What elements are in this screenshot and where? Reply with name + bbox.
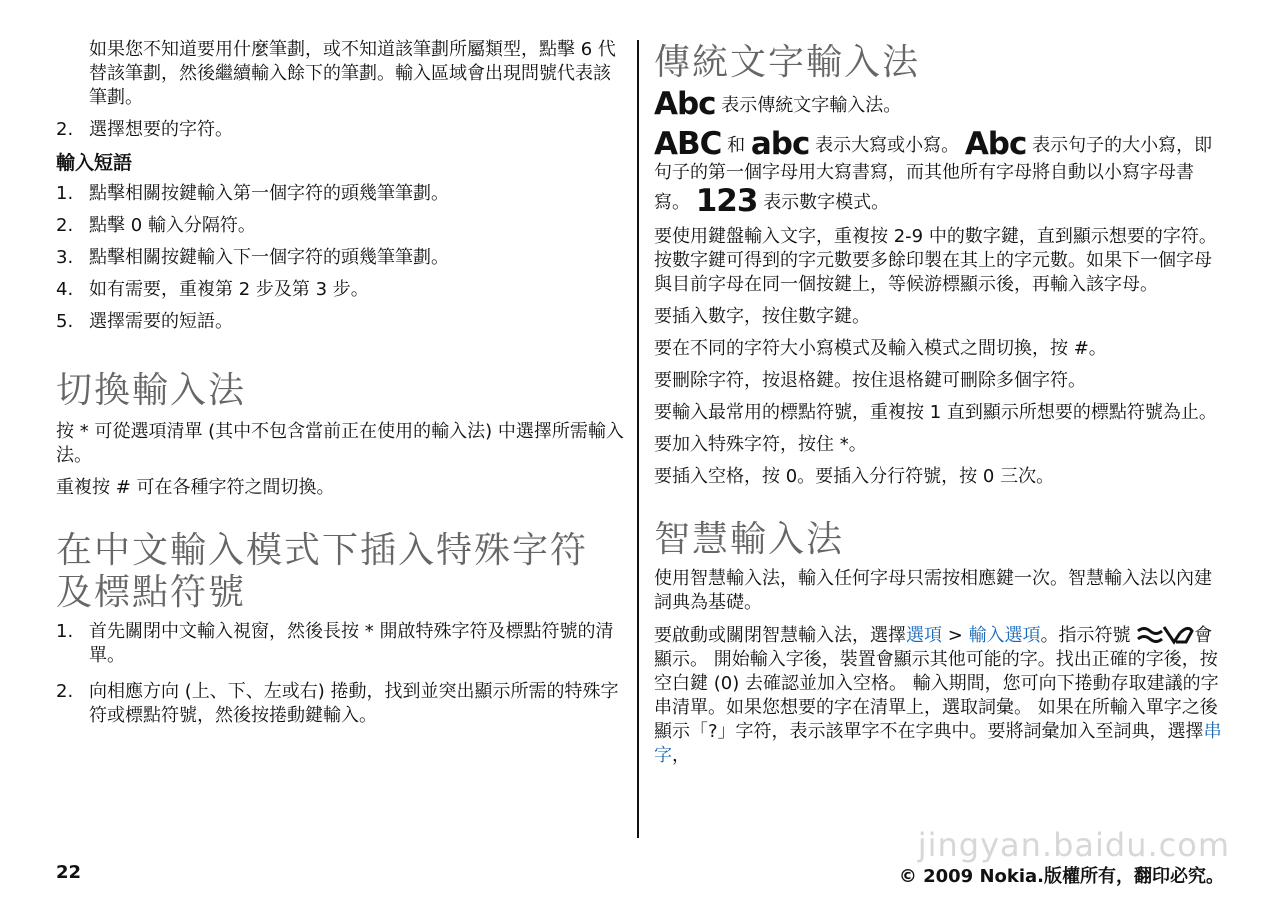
predictive-text: ， <box>672 745 690 766</box>
switch-paragraph-2: 重複按 # 可在各種字符之間切換。 <box>56 477 335 498</box>
switch-paragraph-1: 按 * 可從選項清單 (其中不包含當前正在使用的輸入法) 中選擇所需輸入法。 <box>56 421 624 466</box>
list-number: 1. <box>56 621 74 642</box>
abc-lower-case-icon: abc <box>750 126 810 162</box>
copyright-notice: © 2009 Nokia.版權所有，翻印必究。 <box>898 866 1224 887</box>
list-text: 如有需要，重複第 2 步及第 3 步。 <box>89 279 369 300</box>
list-number: 5. <box>56 311 74 332</box>
list-item <box>56 620 624 668</box>
list-text: 點擊相關按鍵輸入第一個字符的頭幾筆筆劃。 <box>89 183 449 204</box>
page-number: 22 <box>56 862 82 883</box>
spell-link[interactable]: 串字 <box>654 721 1222 766</box>
menu-separator: > <box>947 625 963 646</box>
intro-text: 如果您不知道要用什麼筆劃，或不知道該筆劃所屬類型，點擊 6 代替該筆劃，然後繼續輸入餘下的筆劃。輸入區域會出現問號代表該筆劃。 <box>89 39 616 108</box>
list-item <box>56 246 624 270</box>
right-column <box>654 38 1222 776</box>
abc-sentence-case-icon: Abc <box>654 86 716 122</box>
input-options-link[interactable]: 輸入選項 <box>968 625 1041 646</box>
list-text: 首先關閉中文輸入視窗，然後長按 * 開啟特殊字符及標點符號的清單。 <box>89 621 614 666</box>
and-text: 和 <box>727 135 746 156</box>
list-text: 選擇需要的短語。 <box>89 311 233 332</box>
list-number: 1. <box>56 183 74 204</box>
switch-input-title: 切換輸入法 <box>56 370 247 411</box>
phrase-heading: 輸入短語 <box>56 152 133 174</box>
traditional-text: 表示傳統文字輸入法。 <box>721 95 902 116</box>
traditional-paragraph: 要輸入最常用的標點符號，重複按 1 直到顯示所想要的標點符號為止。 <box>654 402 1217 423</box>
predictive-text: 。指示符號 <box>1040 625 1131 646</box>
list-number: 2. <box>56 119 74 140</box>
predictive-paragraph-1: 使用智慧輸入法，輸入任何字母只需按相應鍵一次。智慧輸入法以內建詞典為基礎。 <box>654 568 1212 613</box>
list-item <box>56 310 624 334</box>
list-number: 3. <box>56 247 74 268</box>
list-text: 點擊 0 輸入分隔符。 <box>89 215 256 236</box>
predictive-text: 要啟動或關閉智慧輸入法，選擇 <box>654 625 906 646</box>
special-chars-title: 在中文輸入模式下插入特殊字符及標點符號 <box>56 530 589 613</box>
traditional-paragraph: 要插入數字，按住數字鍵。 <box>654 306 870 327</box>
list-item <box>56 278 624 302</box>
list-number: 4. <box>56 279 74 300</box>
list-number: 2. <box>56 215 74 236</box>
left-column <box>56 38 624 736</box>
abc-sentence-case-icon: Abc <box>964 126 1027 162</box>
predictive-text-icon <box>1136 623 1194 645</box>
predictive-text: 會顯示。 開始輸入字後，裝置會顯示其他可能的字。找出正確的字後，按空白鍵 (0) 去確認並加入空格。 輸入期間，您可向下捲動存取建議的字串清單。如果您想要的字在清單上，選取詞彙。 如果在所輸入單字之後顯示「?」字符，表示該單字不在字典中。要將詞彙加入至詞典，選擇 <box>654 625 1219 742</box>
number-mode-icon: 123 <box>695 183 758 219</box>
options-link[interactable]: 選項 <box>906 625 942 646</box>
column-divider <box>637 40 639 838</box>
case-text: 表示大寫或小寫。 <box>815 135 960 156</box>
predictive-input-title: 智慧輸入法 <box>654 519 845 560</box>
abc-upper-case-icon: ABC <box>654 126 722 162</box>
traditional-paragraph: 要加入特殊字符，按住 *。 <box>654 434 867 455</box>
traditional-input-title: 傳統文字輸入法 <box>654 42 921 83</box>
watermark: jingyan.baidu.com <box>917 826 1230 864</box>
traditional-paragraph: 要刪除字符，按退格鍵。按住退格鍵可刪除多個字符。 <box>654 370 1086 391</box>
sentence-case-text: 表示句子的大小寫，即句子的第一個字母用大寫書寫，而其他所有字母將自動以小寫字母書寫。 <box>654 135 1213 213</box>
list-text: 向相應方向 (上、下、左或右) 捲動，找到並突出顯示所需的特殊字符或標點符號，然後按捲動鍵輸入。 <box>89 681 619 726</box>
traditional-paragraph-1 <box>654 88 1222 120</box>
number-mode-text: 表示數字模式。 <box>763 192 890 213</box>
predictive-paragraph-2 <box>654 623 1222 768</box>
list-text: 點擊相關按鍵輸入下一個字符的頭幾筆筆劃。 <box>89 247 449 268</box>
list-item <box>56 118 624 142</box>
traditional-paragraph: 要插入空格，按 0。要插入分行符號，按 0 三次。 <box>654 466 1055 487</box>
list-item <box>56 182 624 206</box>
list-item <box>56 680 624 728</box>
traditional-paragraph-2 <box>654 128 1222 217</box>
traditional-paragraph: 要使用鍵盤輸入文字，重複按 2-9 中的數字鍵，直到顯示想要的字符。按數字鍵可得到的字元數要多餘印製在其上的字元數。如果下一個字母與目前字母在同一個按鍵上，等候游標顯示後，再輸入該字母。 <box>654 226 1217 295</box>
list-item <box>56 214 624 238</box>
list-text: 選擇想要的字符。 <box>89 119 233 140</box>
traditional-paragraph: 要在不同的字符大小寫模式及輸入模式之間切換，按 #。 <box>654 338 1107 359</box>
list-number: 2. <box>56 681 74 702</box>
